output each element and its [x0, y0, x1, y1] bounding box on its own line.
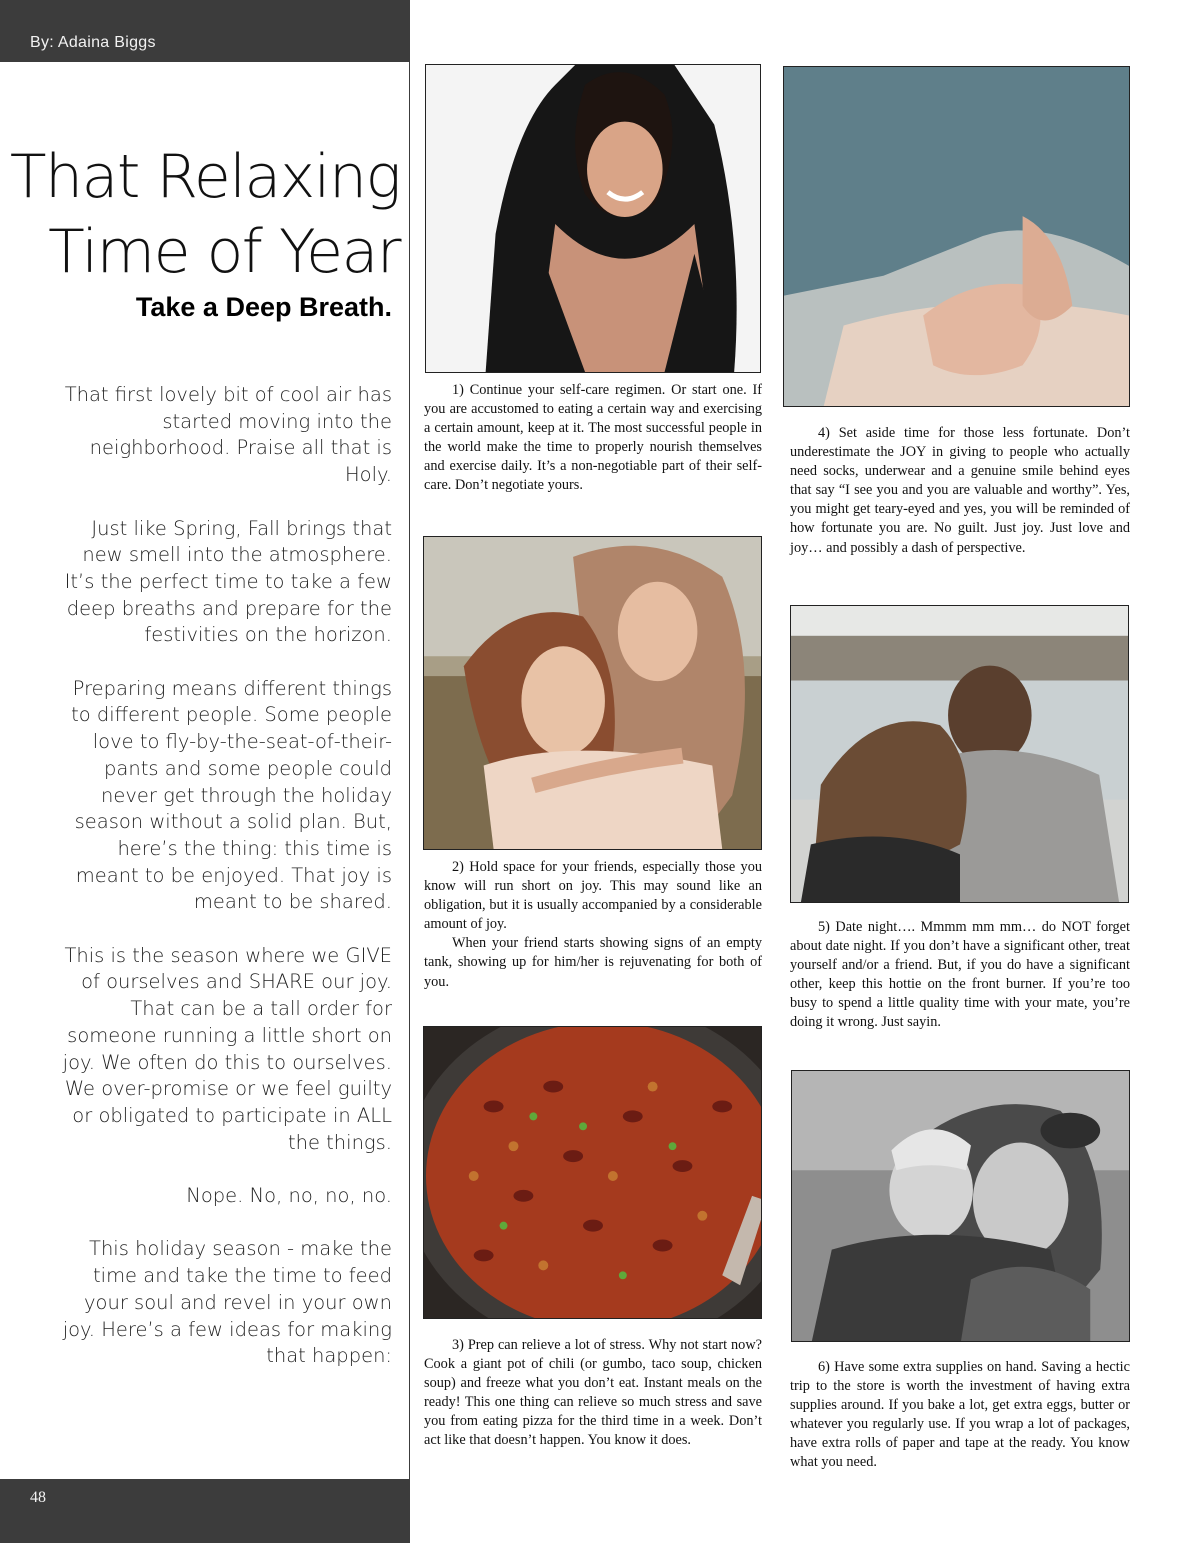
photo-mother-son-bw — [791, 1070, 1130, 1342]
tip-paragraph: 3) Prep can relieve a lot of stress. Why not start now? Cook a giant pot of chili (or gumbo, taco soup, chicken soup) and freeze what you don’t eat. Instant meals on the ready! This one thing can relieve so much stress and save you from eating pizza for the third time in a week. Don’t act like that doesn’t happen. You know it does. — [424, 1337, 762, 1449]
tip-paragraph: 5) Date night…. Mmmm mm mm… do NOT forget about date night. If you don’t have a significant other, treat yourself and/or a friend. But, if you do have a significant other, keep this hottie on the front burner. If you’re too busy to spend a little quality time with your mate, you’re doing it wrong. Just sayin. — [790, 919, 1130, 1031]
tip-1-caption — [424, 381, 762, 496]
article-subtitle: Take a Deep Breath. — [135, 292, 392, 322]
byline: By: Adaina Biggs — [30, 34, 156, 51]
intro-paragraph: This is the season where we GIVE of ourselves and SHARE our joy. That can be a tall order for someone running a little short on joy. We often do this to ourselves. We over-promise or we feel guilty or obligated to participate in ALL the things. — [62, 943, 392, 1154]
photo-woman-laughing — [425, 64, 761, 373]
tip-6-caption — [790, 1358, 1130, 1473]
tip-paragraph: 6) Have some extra supplies on hand. Saving a hectic trip to the store is worth the investment of having extra supplies around. If you bake a lot, get extra eggs, butter or whatever you regularly use. If you wrap a lot of packages, have extra rolls of paper and tape at the ready. You know what you need. — [790, 1359, 1130, 1471]
tip-5-caption — [790, 918, 1130, 1033]
tip-3-caption — [424, 1336, 762, 1451]
photo-chili-pot — [423, 1026, 762, 1319]
intro-text — [56, 382, 392, 1397]
tip-paragraph: When your friend starts showing signs of an empty tank, showing up for him/her is rejuvenating for both of you. — [424, 935, 762, 990]
tip-paragraph: 2) Hold space for your friends, especially those you know will run short on joy. This may sound like an obligation, but it is usually accompanied by a considerable amount of joy. — [424, 859, 762, 933]
article-title — [10, 140, 400, 290]
intro-paragraph: Just like Spring, Fall brings that new smell into the atmosphere. It’s the perfect time to take a few deep breaths and prepare for the festivities on the horizon. — [64, 516, 392, 647]
tip-paragraph: 4) Set aside time for those less fortunate. Don’t underestimate the JOY in giving to people who actually need socks, underwear and a genuine smile behind eyes that say “I see you and you are valuable and worthy”. Yes, you might get teary-eyed and yes, you will be reminded of how fortunate you are. No guilt. Just joy. Just love and joy… and possibly a dash of perspective. — [790, 425, 1130, 556]
footer-bar — [0, 1479, 410, 1543]
tip-2-caption — [424, 858, 762, 992]
tip-4-caption — [790, 424, 1130, 558]
photo-massage — [783, 66, 1130, 407]
intro-paragraph: Nope. No, no, no, no. — [186, 1184, 392, 1208]
title-line-1: That Relaxing — [9, 142, 400, 212]
page-number: 48 — [30, 1489, 46, 1506]
intro-paragraph: Preparing means different things to different people. Some people love to fly-by-the-seat-of-their-pants and some people could never get through the holiday season without a solid plan. But, here’s the thing: this time is meant to be enjoyed. That joy is meant to be shared. — [71, 676, 392, 914]
photo-couple-lake — [790, 605, 1129, 903]
title-line-2: Time of Year — [48, 217, 400, 287]
tip-paragraph: 1) Continue your self-care regimen. Or start one. If you are accustomed to eating a certain way and exercising a certain amount, keep at it. The most successful people in the world make the time to properly nourish themselves and exercise daily. It’s a non-negotiable part of their self-care. Don’t negotiate yours. — [424, 382, 762, 494]
intro-paragraph: That first lovely bit of cool air has started moving into the neighborhood. Praise all that is Holy. — [64, 383, 392, 487]
photo-friends-hugging — [423, 536, 762, 850]
byline-bar — [0, 0, 410, 62]
column-divider — [409, 0, 410, 1543]
intro-paragraph: This holiday season - make the time and take the time to feed your soul and revel in your own joy. Here’s a few ideas for making that happen: — [62, 1237, 392, 1368]
